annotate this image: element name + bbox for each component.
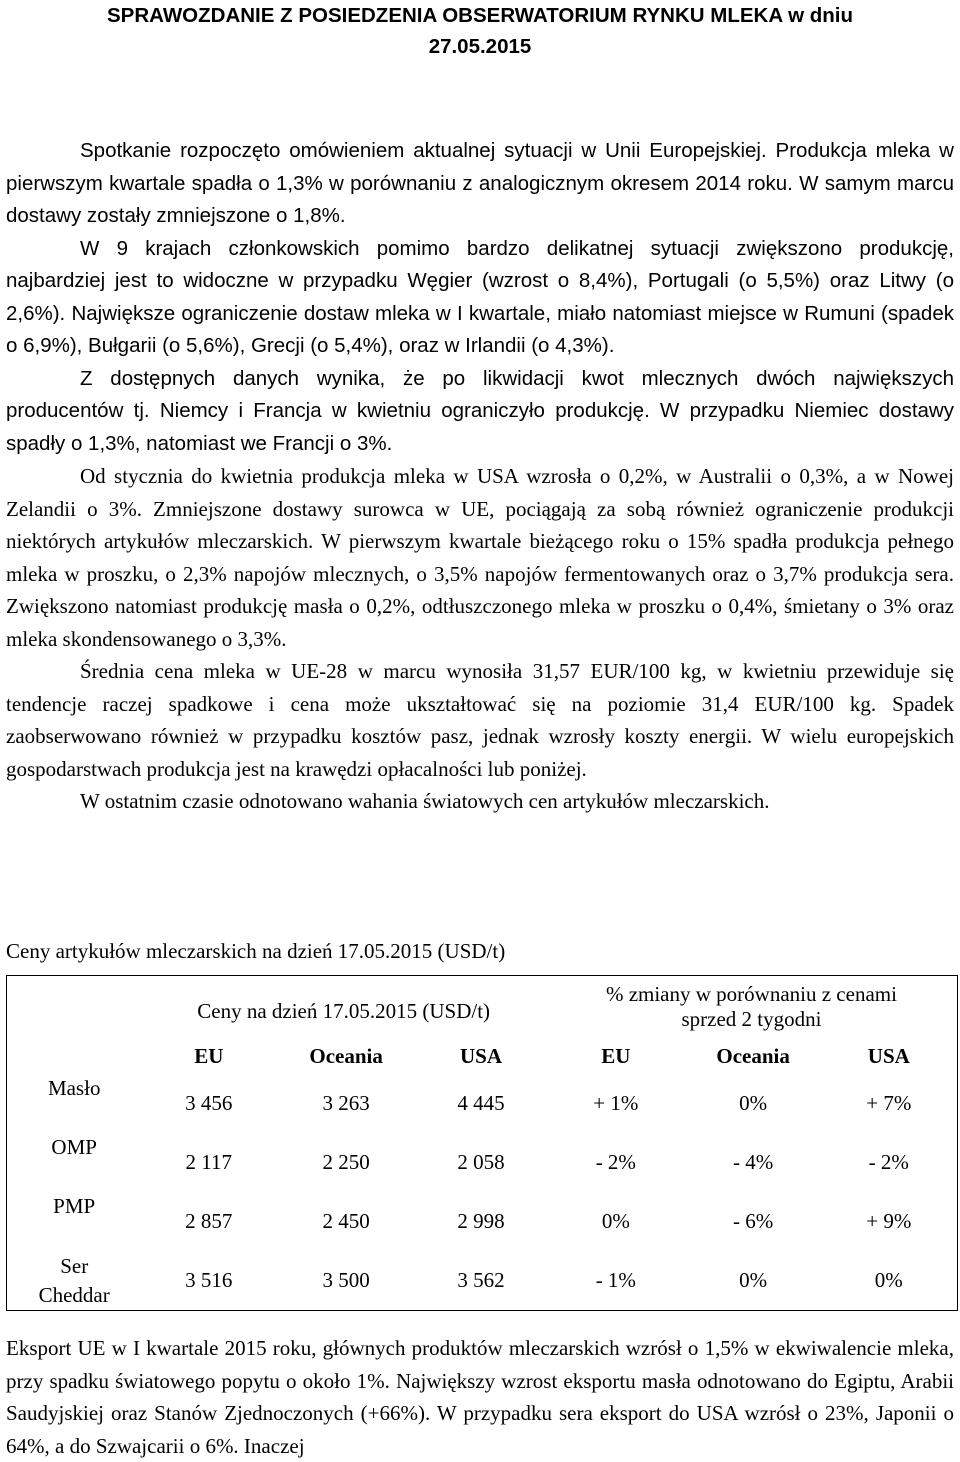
table-corner-cell <box>7 976 142 1039</box>
table-cell: - 1% <box>595 1268 636 1293</box>
paragraph-world-production: Od stycznia do kwietnia produkcja mleka w USA wzrosła o 0,2%, w Australii o 0,3%, a w Nowej Zelandii o 3%. Zmniejszone dostawy surowca w UE, pociągają za sobą również ograniczenie produkcji niektórych artykułów mleczarskich. W pierwszym kwartale bieżącego roku o 15% spadła produkcja pełnego mleka w proszku, o 2,3% napojów mlecznych, o 3,5% napojów fermentowanych oraz o 3,7% produkcja sera. Zwiększono natomiast produkcję masła o 0,2%, odtłuszczonego mleka w proszku o 0,4%, śmietany o 3% oraz mleka skondensowanego o 3,3%. <box>6 464 954 651</box>
column-header: Oceania <box>716 1043 790 1068</box>
table-cell: + 1% <box>593 1091 639 1116</box>
report-body <box>6 135 954 818</box>
table-caption: Ceny artykułów mleczarskich na dzień 17.05.2015 (USD/t) <box>6 939 506 963</box>
paragraph-world-prices: W ostatnim czasie odnotowano wahania światowych cen artykułów mleczarskich. <box>80 789 770 813</box>
table-cell: 2 117 <box>185 1150 233 1175</box>
table-cell: - 2% <box>868 1150 909 1175</box>
table-cell: 2 998 <box>457 1209 505 1234</box>
table-blank-cell <box>7 1038 142 1074</box>
paragraph-germany-france: Z dostępnych danych wynika, że po likwidacji kwot mlecznych dwóch największych producentów tj. Niemcy i Francja w kwietniu ograniczyło produkcję. W przypadku Niemiec dostawy spadły o 1,3%, natomiast we Francji o 3%. <box>6 366 954 455</box>
table-cell: 4 445 <box>457 1091 505 1116</box>
table-cell: 3 562 <box>457 1268 505 1293</box>
column-header: EU <box>601 1043 631 1068</box>
table-cell: 0% <box>739 1268 768 1293</box>
table-cell: 0% <box>601 1209 630 1234</box>
paragraph-milk-price: Średnia cena mleka w UE-28 w marcu wynosiła 31,57 EUR/100 kg, w kwietniu przewiduje się tendencje raczej spadkowe i cena może ukształtować się na poziomie 31,4 EUR/100 kg. Spadek zaobserwowano również w przypadku kosztów pasz, jednak wzrosły koszty energii. W wielu europejskich gospodarstwach produkcja jest na krawędzi opłacalności lub poniżej. <box>6 659 954 781</box>
header-change-line-2: sprzed 2 tygodni <box>681 1007 822 1031</box>
table-row <box>7 1133 958 1192</box>
table-row <box>7 1192 958 1251</box>
export-section <box>6 1332 954 1462</box>
table-cell: 2 450 <box>322 1209 370 1234</box>
table-header-row <box>7 976 958 1039</box>
column-header: Oceania <box>309 1043 383 1068</box>
report-title-line-2: 27.05.2015 <box>428 35 532 58</box>
table-cell: 3 263 <box>322 1091 370 1116</box>
table-cell: 3 500 <box>322 1268 370 1293</box>
table-cell: - 2% <box>595 1150 636 1175</box>
column-header: USA <box>459 1043 502 1068</box>
column-header: EU <box>194 1043 224 1068</box>
table-cell: 0% <box>874 1268 903 1293</box>
paragraph-member-states: W 9 krajach członkowskich pomimo bardzo delikatnej sytuacji zwiększono produkcję, najbardziej jest to widoczne w przypadku Węgier (wzrost o 8,4%), Portugali (o 5,5%) oraz Litwy (o 2,6%). Największe ograniczenie dostaw mleka w I kwartale, miało natomiast miejsce w Rumuni (spadek o 6,9%), Bułgarii (o 5,6%), Grecji (o 5,4%), oraz w Irlandii (o 4,3%). <box>6 236 954 357</box>
header-prices: Ceny na dzień 17.05.2015 (USD/t) <box>197 998 491 1023</box>
table-cell: 2 857 <box>185 1209 233 1234</box>
table-cell: 3 516 <box>185 1268 233 1293</box>
table-cell: - 4% <box>733 1150 774 1175</box>
dairy-prices-table <box>6 975 958 1311</box>
document-page <box>6 0 954 1458</box>
product-name: OMP <box>51 1135 97 1159</box>
table-cell: 0% <box>739 1091 768 1116</box>
product-name <box>7 1251 142 1311</box>
paragraph-export: Eksport UE w I kwartale 2015 roku, głównych produktów mleczarskich wzrósł o 1,5% w ekwiwalencie mleka, przy spadku światowego popytu o około 1%. Największy wzrost eksportu masła odnotowano do Egiptu, Arabii Saudyjskiej oraz Stanów Zjednoczonych (+66%). W przypadku sera eksport do USA wzrósł o 23%, Japonii o 64%, a do Szwajcarii o 6%. Inaczej <box>6 1336 954 1458</box>
table-cell: + 9% <box>866 1209 912 1234</box>
table-cell: 2 250 <box>322 1150 370 1175</box>
table-columns-row <box>7 1038 958 1074</box>
product-name-line-1: Ser <box>60 1253 89 1278</box>
product-name: PMP <box>53 1194 96 1218</box>
product-name: Masło <box>47 1076 101 1100</box>
table-cell: - 6% <box>733 1209 774 1234</box>
header-change <box>546 976 958 1039</box>
table-row <box>7 1074 958 1133</box>
table-cell: 2 058 <box>457 1150 505 1175</box>
product-name-line-2: Cheddar <box>38 1282 110 1307</box>
column-header: USA <box>867 1043 910 1068</box>
report-title <box>6 0 954 62</box>
table-cell: 3 456 <box>185 1091 233 1116</box>
table-row <box>7 1251 958 1311</box>
header-change-line-1: % zmiany w porównaniu z cenami <box>605 982 897 1006</box>
table-cell: + 7% <box>866 1091 912 1116</box>
paragraph-eu-production: Spotkanie rozpoczęto omówieniem aktualnej sytuacji w Unii Europejskiej. Produkcja mleka w pierwszym kwartale spadła o 1,3% w porównaniu z analogicznym okresem 2014 roku. W samym marcu dostawy zostały zmniejszone o 1,8%. <box>6 139 954 227</box>
report-title-line-1: SPRAWOZDANIE Z POSIEDZENIA OBSERWATORIUM RYNKU MLEKA w dniu <box>107 4 853 27</box>
